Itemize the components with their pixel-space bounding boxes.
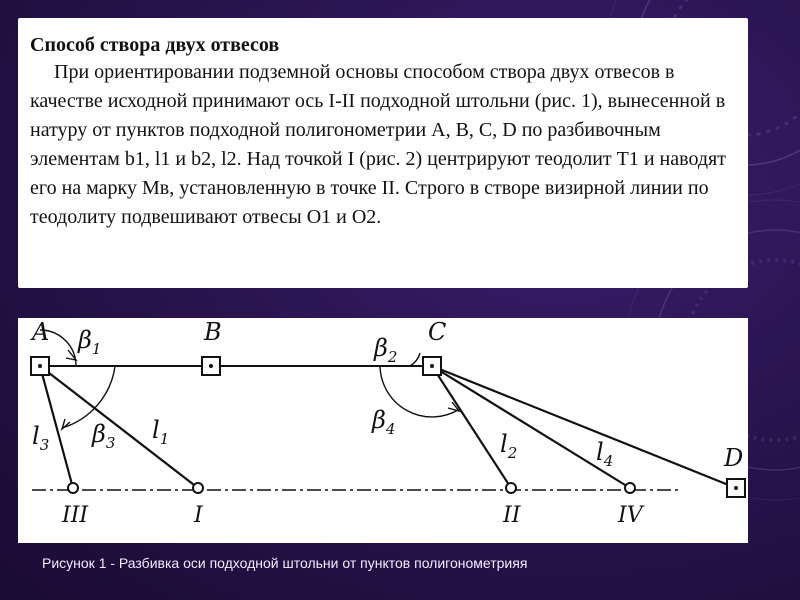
label-axis-ii: II bbox=[503, 503, 521, 528]
label-point-a: A bbox=[32, 318, 50, 346]
text-card bbox=[18, 18, 748, 288]
label-axis-i: I bbox=[194, 503, 203, 528]
arc-beta2 bbox=[410, 353, 420, 366]
arc-beta3-arrow-icon bbox=[62, 419, 70, 429]
slide-heading: Способ створа двух отвесов bbox=[30, 34, 280, 56]
point-c-marker bbox=[423, 357, 441, 375]
label-beta2: $\beta_2$ bbox=[374, 334, 398, 366]
line-l4 bbox=[432, 366, 630, 488]
axis-point-i bbox=[193, 483, 203, 493]
figure-caption: Рисунок 1 - Разбивка оси подходной штольни от пунктов полигонометрияя bbox=[42, 555, 528, 571]
label-point-d: D bbox=[724, 444, 744, 472]
label-axis-iii: III bbox=[62, 503, 89, 528]
slide-body-text: При ориентировании подземной основы способом створа двух отвесов в качестве исходной принимают ось I-II подходной штольни (рис. 1), вынесенной в натуру от пунктов подходной полигонометрии A, B, C, D по разбивочным элементам b1, l1 и b2, l2. Над точкой I (рис. 2) центрируют теодолит Т1 и наводят его на марку Мв, установленную в точке II. Строго в створе визирной линии по теодолиту подвешивают отвесы О1 и О2. bbox=[30, 61, 726, 228]
axis-point-iii bbox=[68, 483, 78, 493]
label-l3: $l_3$ bbox=[32, 422, 50, 454]
point-a-marker bbox=[31, 357, 49, 375]
line-l3 bbox=[40, 366, 73, 488]
point-b-marker bbox=[202, 357, 220, 375]
label-point-c: C bbox=[428, 318, 447, 346]
axis-point-iv bbox=[625, 483, 635, 493]
label-beta1: $\beta_1$ bbox=[78, 326, 102, 358]
line-l2 bbox=[432, 366, 511, 488]
axis-point-ii bbox=[506, 483, 516, 493]
label-beta3: $\beta_3$ bbox=[92, 420, 116, 452]
figure-diagram bbox=[18, 318, 748, 543]
label-l4: $l_4$ bbox=[596, 438, 614, 470]
line-c-d bbox=[432, 366, 736, 488]
label-l2: $l_2$ bbox=[500, 430, 518, 462]
label-point-b: B bbox=[204, 318, 222, 346]
survey-diagram bbox=[18, 318, 748, 543]
label-l1: $l_1$ bbox=[152, 416, 170, 448]
label-beta4: $\beta_4$ bbox=[372, 406, 396, 438]
label-axis-iv: IV bbox=[618, 503, 643, 528]
point-d-marker bbox=[727, 479, 745, 497]
